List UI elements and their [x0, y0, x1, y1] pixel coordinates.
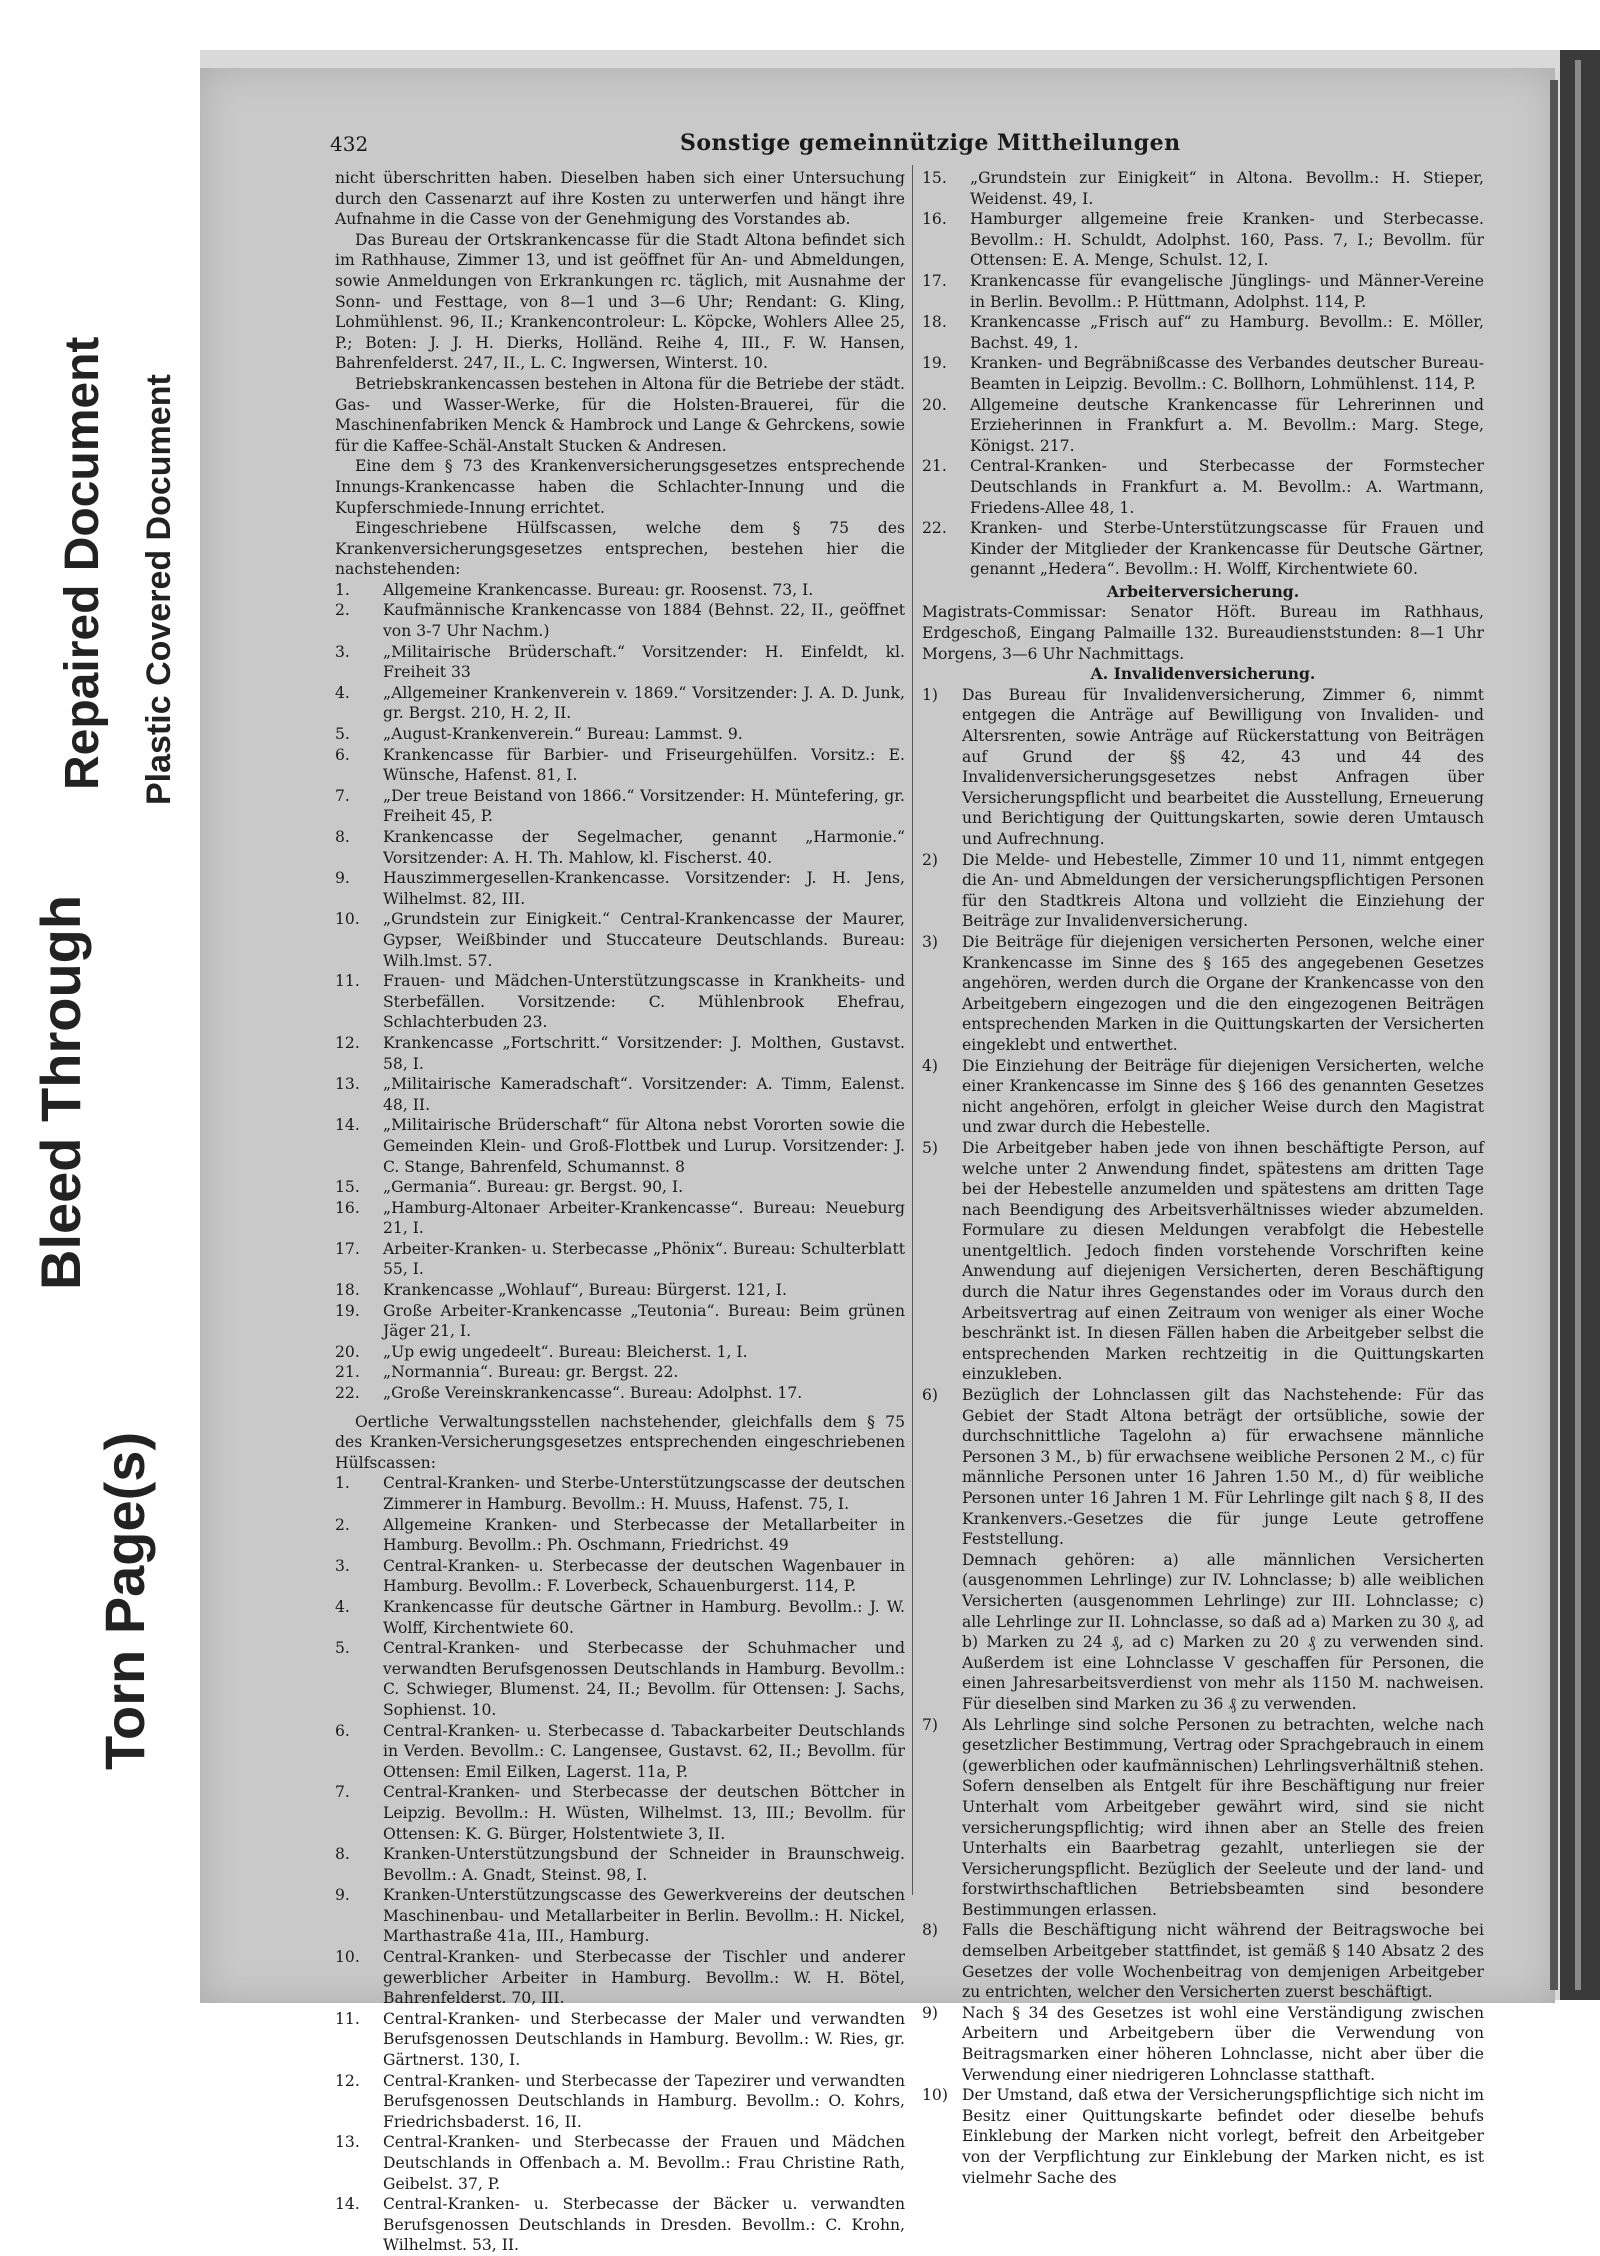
list-item-text: Krankencasse für deutsche Gärtner in Hamburg. Bevollm.: J. W. Wolff, Kirchentwiete 60. [383, 1597, 905, 1637]
list-item-text: Allgemeine deutsche Krankencasse für Lehrerinnen und Erzieherinnen in Frankfurt a. M. Bevollm.: Marg. Stege, Königst. 217. [970, 395, 1484, 455]
page-number: 432 [330, 132, 369, 156]
list-item [922, 209, 1484, 271]
paragraph: Magistrats-Commissar: Senator Höft. Bureau im Rathhaus, Erdgeschoß, Eingang Palmaille 132. Bureaudienststunden: 8—1 Uhr Morgens, 3—6 Uhr Nachmittags. [922, 603, 1484, 663]
section-heading: A. Invalidenversicherung. [1090, 664, 1316, 684]
list-item [335, 1342, 905, 1363]
list-item-number: 8. [335, 1845, 350, 1864]
list-item-text: Große Arbeiter-Krankencasse „Teutonia“. Bureau: Beim grünen Jäger 21, I. [383, 1301, 905, 1341]
list-item-number: 19. [922, 354, 947, 373]
list-item-number: 21. [335, 1363, 360, 1382]
list-item [922, 168, 1484, 209]
list-item [335, 1033, 905, 1074]
list-verwaltungsstellen-cont [922, 168, 1484, 580]
list-item-text: „Up ewig ungedeelt“. Bureau: Bleicherst. 1, I. [383, 1342, 748, 1361]
list-item [922, 1138, 1484, 1385]
list-item-text: Allgemeine Kranken- und Sterbecasse der Metallarbeiter in Hamburg. Bevollm.: Ph. Oschmann, Friedrichst. 49 [383, 1515, 905, 1555]
list-item [335, 1280, 905, 1301]
paragraph: Eingeschriebene Hülfscassen, welche dem § 75 des Krankenversicherungsgesetzes entsprechen, bestehen hier die nachstehenden: [335, 519, 905, 579]
list-item-number: 5. [335, 725, 350, 744]
list-item [335, 1074, 905, 1115]
list-item-text: Als Lehrlinge sind solche Personen zu betrachten, welche nach gesetzlicher Bestimmung, Vertrag oder Sprachgebrauch in einem (gewerblichen oder kaufmännischen) Lehrlingsverhältniß stehen. Sofern denselben als Entgelt für ihre Beschäftigung nur freier Unterhalt vom Arbeitgeber gewährt wird, sind sie nicht versicherungspflichtig; wird ihnen aber an Stelle des freien Unterhalts ein Baarbetrag gezahlt, unterliegen sie der Versicherungspflicht. Bezüglich der Seeleute und der land- und forstwirthschaftlichen Betriebsbeamten sind besondere Bestimmungen erlassen. [962, 1715, 1484, 1919]
list-item-text: Central-Kranken- und Sterbe-Unterstützungscasse der deutschen Zimmerer in Hamburg. Bevollm.: H. Muuss, Hafenst. 75, I. [383, 1474, 905, 1513]
list-item-number: 11. [335, 972, 360, 991]
list-item-text: Die Einziehung der Beiträge für diejenigen Versicherten, welche einer Krankencasse im Sinne des § 166 des genannten Gesetzes nicht angehören, erfolgt in gleicher Weise durch den Magistrat und zwar durch die Hebestelle. [962, 1056, 1484, 1137]
list-item-number: 2) [922, 850, 939, 869]
list-item-number: 20. [335, 1342, 360, 1361]
list-item-text: Kaufmännische Krankencasse von 1884 (Behnst. 22, II., geöffnet von 3-7 Uhr Nachm.) [383, 601, 905, 641]
paragraph: Oertliche Verwaltungsstellen nachstehender, gleichfalls dem § 75 des Kranken-Versicherungsgesetzes entsprechenden eingeschriebenen Hülfscassen: [335, 1412, 905, 1472]
list-item-number: 1. [335, 580, 350, 599]
list-item [922, 395, 1484, 457]
list-item-number: 17. [335, 1239, 360, 1258]
list-item [335, 909, 905, 971]
list-item-number: 7. [335, 1783, 350, 1802]
list-item [335, 1383, 905, 1404]
list-item-text: Der Umstand, daß etwa der Versicherungspflichtige sich nicht im Besitz einer Quittungskarte befindet oder dieselbe behufs Einklebung der Marken nicht vorlegt, befreit den Arbeitgeber von der Verpflichtung zur Einklebung der Marken nicht, es ist vielmehr Sache des [962, 2086, 1484, 2187]
list-item-number: 7. [335, 786, 350, 805]
list-item [335, 786, 905, 827]
list-item-number: 5. [335, 1639, 350, 1658]
list-item-text: Central-Kranken- u. Sterbecasse der deutschen Wagenbauer in Hamburg. Bevollm.: F. Loverbeck, Schauenburgerst. 114, P. [383, 1556, 905, 1596]
section-heading: Arbeiterversicherung. [1106, 581, 1300, 601]
list-item [335, 1721, 905, 1783]
label-repaired-document: Repaired Document [56, 336, 109, 790]
list-item-number: 21. [922, 457, 947, 476]
list-item [335, 1844, 905, 1885]
column-divider [912, 165, 913, 1895]
list-item [335, 1515, 905, 1556]
list-item [335, 868, 905, 909]
list-item-text: Die Arbeitgeber haben jede von ihnen beschäftigte Person, auf welche unter 2 Anwendung findet, spätestens am dritten Tage bei der Hebestelle anzumelden und spätestens am dritten Tage nach Beendigung des Arbeitsverhältnisses wieder abzumelden. Formulare zu diesen Meldungen verabfolgt die Hebestelle unentgeltlich. Jedoch finden vorstehende Vorschriften keine Anwendung auf diejenigen Versicherten, deren Beschäftigung durch die Natur ihres Gegenstandes oder im Voraus durch den Arbeitsvertrag auf einen Zeitraum von weniger als einer Woche beschränkt ist. In diesen Fällen haben die Arbeitgeber selbst die entsprechenden Marken rechtzeitig in die Quittungskarten einzukleben. [962, 1138, 1484, 1384]
list-item-text: Central-Kranken- und Sterbecasse der Maler und verwandten Berufsgenossen Deutschlands in Hamburg. Bevollm.: W. Ries, gr. Gärtnerst. 130, I. [383, 2009, 905, 2070]
list-item [335, 1782, 905, 1844]
list-item-number: 3. [335, 1556, 350, 1575]
list-item-number: 2. [335, 601, 350, 620]
list-item-number: 4. [335, 683, 350, 702]
list-item-number: 1) [922, 685, 939, 704]
list-item-number: 1. [335, 1474, 350, 1493]
list-item-number: 12. [335, 2071, 360, 2090]
list-item [922, 312, 1484, 353]
list-item-text: Krankencasse „Wohlauf“, Bureau: Bürgerst. 121, I. [383, 1281, 787, 1300]
list-item-text: Central-Kranken- und Sterbecasse der Schuhmacher und verwandten Berufsgenossen Deutschlands in Hamburg. Bevollm.: C. Schwieger, Blumenst. 24, II.; Bevollm. für Ottensen: J. Sachs, Sophienst. 10. [383, 1639, 905, 1719]
list-item [335, 642, 905, 683]
list-item [335, 1556, 905, 1597]
list-item-text: „Germania“. Bureau: gr. Bergst. 90, I. [383, 1178, 684, 1197]
paragraph: nicht überschritten haben. Dieselben haben sich einer Untersuchung durch den Cassenarzt auf ihre Kosten zu unterwerfen und hängt ihre Aufnahme in die Casse von der Genehmigung des Vorstandes ab. [335, 169, 905, 229]
list-item-number: 10. [335, 1948, 360, 1967]
list-item-number: 9. [335, 869, 350, 888]
list-item-text: Central-Kranken- und Sterbecasse der Tapezirer und verwandten Berufsgenossen Deutschlands in Hamburg. Bevollm.: O. Kohrs, Friedrichsbaderst. 16, II. [383, 2071, 905, 2131]
list-item [335, 2009, 905, 2071]
list-item-number: 7) [922, 1715, 939, 1734]
list-item-text: Central-Kranken- und Sterbecasse der Formstecher Deutschlands in Frankfurt a. M. Bevollm.: A. Wartmann, Friedens-Allee 48, 1. [970, 457, 1484, 517]
list-item-number: 15. [335, 1178, 360, 1197]
list-item-text: Krankencasse „Frisch auf“ zu Hamburg. Bevollm.: E. Möller, Bachst. 49, 1. [970, 313, 1484, 352]
list-item-number: 9. [335, 1886, 350, 1905]
list-item [922, 2085, 1484, 2188]
list-item [335, 2132, 905, 2194]
list-item-text: „Normannia“. Bureau: gr. Bergst. 22. [383, 1363, 679, 1382]
list-item-number: 8. [335, 828, 350, 846]
list-item-text: Arbeiter-Kranken- u. Sterbecasse „Phönix“. Bureau: Schulterblatt 55, I. [383, 1239, 905, 1279]
list-item-number: 11. [335, 2009, 360, 2028]
list-item-text: Central-Kranken- und Sterbecasse der Frauen und Mädchen Deutschlands in Offenbach a. M. Bevollm.: Frau Christine Rath, Geibelst. 37, P. [383, 2133, 905, 2193]
list-item [335, 1638, 905, 1720]
list-item [335, 1597, 905, 1638]
list-hilfscassen [335, 580, 905, 1404]
list-item-number: 5) [922, 1138, 939, 1157]
list-item-text: Kranken- und Sterbe-Unterstützungscasse für Frauen und Kinder der Mitglieder der Krankencasse für Deutsche Gärtner, genannt „Hedera“. Bevollm.: H. Wolff, Kirchentwiete 60. [970, 519, 1484, 579]
list-item [335, 1362, 905, 1383]
list-item-text: Krankencasse für evangelische Jünglings- und Männer-Vereine in Berlin. Bevollm.: P. Hüttmann, Adolphst. 114, P. [970, 271, 1484, 311]
list-item-number: 4) [922, 1056, 939, 1075]
list-item [922, 271, 1484, 312]
scan-edge-highlight [1575, 60, 1581, 1990]
list-item-number: 8) [922, 1921, 939, 1940]
list-item [922, 2003, 1484, 2085]
paragraph: Eine dem § 73 des Krankenversicherungsgesetzes entsprechende Innungs-Krankencasse haben die Schlachter-Innung und die Kupferschmiede-Innung errichtet. [335, 457, 905, 517]
list-item [922, 1715, 1484, 1921]
list-item-number: 13. [335, 2133, 360, 2152]
list-item-text: Central-Kranken- u. Sterbecasse der Bäcker u. verwandten Berufsgenossen Deutschlands in Dresden. Bevollm.: C. Krohn, Wilhelmst. 53, II. [383, 2195, 905, 2255]
list-item-number: 18. [335, 1281, 360, 1300]
list-item-number: 20. [922, 395, 947, 414]
list-item-text: Central-Kranken- und Sterbecasse der deutschen Böttcher in Leipzig. Bevollm.: H. Wüsten, Wilhelmst. 13, III.; Bevollm. für Ottensen: K. G. Bürger, Holstentwiete 3, II. [383, 1783, 905, 1843]
left-column [335, 168, 905, 2256]
list-item-number: 12. [335, 1033, 360, 1052]
list-item-number: 3) [922, 932, 939, 951]
list-item-number: 16. [335, 1198, 360, 1217]
list-item [335, 600, 905, 641]
list-item-number: 6. [335, 745, 350, 764]
list-item-number: 2. [335, 1515, 350, 1534]
list-item [922, 1920, 1484, 2002]
list-item-number: 18. [922, 313, 947, 332]
list-item-text: Die Melde- und Hebestelle, Zimmer 10 und 11, nimmt entgegen die An- und Abmeldungen der versicherungspflichtigen Personen für den Stadtkreis Altona und vollzieht die Einziehung der Beiträge zur Invalidenversicherung. [962, 850, 1484, 931]
list-item [922, 685, 1484, 850]
list-item [335, 2071, 905, 2133]
list-item [335, 1301, 905, 1342]
page-shadow [1550, 80, 1558, 1990]
list-item-text: Demnach gehören: a) alle männlichen Versicherten (ausgenommen Lehrlinge) zur IV. Lohnclasse; b) alle weiblichen Versicherten (ausgenommen Lehrlinge) zur III. Lohnclasse; c) alle Lehrlinge zur II. Lohnclasse, so daß ad a) Marken zu 30 ₰, ad b) Marken zu 24 ₰, ad c) Marken zu 20 ₰ zu verwenden sind. Außerdem ist eine Lohnclasse V geschaffen für Personen, die einen Jahresarbeitsverdienst von mehr als 1150 M. nachweisen. Für dieselben sind Marken zu 36 ₰ zu verwenden. [962, 1550, 1484, 1713]
list-item-text: „August-Krankenverein.“ Bureau: Lammst. 9. [383, 725, 743, 744]
list-item-number: 22. [922, 519, 947, 538]
list-item-number: 14. [335, 1116, 360, 1135]
list-item-text: Das Bureau für Invalidenversicherung, Zimmer 6, nimmt entgegen die Anträge auf Bewilligung von Invaliden- und Altersrenten, sowie Anträge auf Rückerstattung von Beiträgen auf Grund der §§ 42, 43 und 44 des Invalidenversicherungsgesetzes nebst Anfragen über Versicherungspflicht und bearbeitet die Ausstellung, Erneuerung und Berichtigung der Quittungskarten, sowie deren Umtausch und Aufrechnung. [962, 685, 1484, 848]
list-item [922, 456, 1484, 518]
list-item-number: 19. [335, 1301, 360, 1320]
list-item-text: „Hamburg-Altonaer Arbeiter-Krankencasse“. Bureau: Neueburg 21, I. [383, 1198, 905, 1238]
list-item-number: 9) [922, 2003, 939, 2022]
label-strip [0, 50, 200, 2000]
list-item-number: 13. [335, 1075, 360, 1094]
list-item-text: „Militairische Brüderschaft“ für Altona nebst Vororten sowie die Gemeinden Klein- und Groß-Flottbek und Lurup. Vorsitzender: J. C. Stange, Bahrenfeld, Schumannst. 8 [383, 1116, 905, 1176]
list-invalidenversicherung [922, 685, 1484, 2188]
list-item-text: „Grundstein zur Einigkeit.“ Central-Krankencasse der Maurer, Gypser, Weißbinder und Stuccateure Deutschlands. Bureau: Wilh.lmst. 57. [383, 910, 905, 970]
list-item [922, 1385, 1484, 1550]
list-item-text: Central-Kranken- und Sterbecasse der Tischler und anderer gewerblicher Arbeiter in Hamburg. Bevollm.: W. H. Bötel, Bahrenfelderst. 70, III. [383, 1948, 905, 2008]
list-item [335, 2194, 905, 2256]
paragraph: Betriebskrankencassen bestehen in Altona für die Betriebe der städt. Gas- und Wasser-Werke, für die Holsten-Brauerei, für die Maschinenfabriken Menck & Hambrock und Lange & Gehrckens, sowie für die Kaffee-Schäl-Anstalt Stucken & Andresen. [335, 374, 905, 455]
list-item [335, 1198, 905, 1239]
list-item-text: Die Beiträge für diejenigen versicherten Personen, welche einer Krankencasse im Sinne des § 165 des angegebenen Gesetzes angehören, werden durch die Organe der Krankencasse von den Arbeitgebern eingezogen und die den eingezogenen Beiträgen entsprechenden Marken in die Quittungskarten der Versicherten eingeklebt und entwerthet. [962, 932, 1484, 1054]
list-item-text: Kranken- und Begräbnißcasse des Verbandes deutscher Bureau-Beamten in Leipzig. Bevollm.: C. Bollhorn, Lohmühlenst. 114, P. [970, 354, 1484, 393]
right-column [922, 168, 1484, 2188]
list-item-text: Central-Kranken- u. Sterbecasse d. Tabackarbeiter Deutschlands in Verden. Bevollm.: C. Langensee, Gustavst. 62, II.; Bevollm. für Ottensen: Emil Eilken, Lagerst. 11a, P. [383, 1721, 905, 1781]
list-item-number: 16. [922, 210, 947, 229]
list-item-number: 4. [335, 1597, 350, 1616]
list-item-number: 22. [335, 1384, 360, 1403]
list-item-text: „Militairische Kameradschaft“. Vorsitzender: A. Timm, Ealenst. 48, II. [383, 1075, 905, 1114]
list-item [922, 518, 1484, 580]
list-item-number: 10) [922, 2086, 948, 2105]
list-item [335, 580, 905, 601]
list-item-number: 10. [335, 910, 360, 929]
list-item-number: 3. [335, 642, 350, 661]
list-item [922, 1550, 1484, 1715]
list-item-number: 14. [335, 2195, 360, 2214]
list-item [335, 1473, 905, 1514]
list-item-text: „Große Vereinskrankencasse“. Bureau: Adolphst. 17. [383, 1384, 803, 1403]
list-item-text: Krankencasse „Fortschritt.“ Vorsitzender: J. Molthen, Gustavst. 58, I. [383, 1033, 905, 1073]
list-item [335, 971, 905, 1033]
list-item-text: „Militairische Brüderschaft.“ Vorsitzender: H. Einfeldt, kl. Freiheit 33 [383, 642, 905, 682]
list-item-text: Hauszimmergesellen-Krankencasse. Vorsitzender: J. H. Jens, Wilhelmst. 82, III. [383, 869, 905, 908]
list-item-number: 15. [922, 169, 947, 187]
list-item [335, 683, 905, 724]
list-item [335, 1947, 905, 2009]
list-item [922, 932, 1484, 1056]
list-item [335, 724, 905, 745]
list-item [335, 827, 905, 868]
list-item-text: Bezüglich der Lohnclassen gilt das Nachstehende: Für das Gebiet der Stadt Altona beträgt der ortsübliche, sowie der durchschnittliche Tagelohn a) für erwachsene männliche Personen 3 M., b) für erwachsene weibliche Personen 2 M., c) für männliche Personen unter 16 Jahren 1.50 M., d) für weibliche Personen unter 16 Jahren 1 M. Für Lehrlinge gilt nach § 8, II des Krankenvers.-Gesetzes die für junge Leute getroffene Feststellung. [962, 1386, 1484, 1549]
list-item [335, 1177, 905, 1198]
list-item-text: Allgemeine Krankencasse. Bureau: gr. Roosenst. 73, I. [383, 580, 814, 599]
list-item [335, 1239, 905, 1280]
list-item [922, 353, 1484, 394]
list-item-text: Falls die Beschäftigung nicht während der Beitragswoche bei demselben Arbeitgeber stattfindet, ist gemäß § 140 Absatz 2 des Gesetzes der volle Wochenbeitrag von demjenigen Arbeitgeber zu entrichten, welcher den Versicherten zuerst beschäftigt. [962, 1921, 1484, 2002]
list-item-text: Krankencasse für Barbier- und Friseurgehülfen. Vorsitz.: E. Wünsche, Hafenst. 81, I. [383, 745, 905, 785]
list-item [335, 745, 905, 786]
list-item-number: 6) [922, 1386, 939, 1405]
list-item-number: 6. [335, 1721, 350, 1740]
list-item [922, 1056, 1484, 1138]
list-verwaltungsstellen [335, 1473, 905, 2256]
list-item [335, 1115, 905, 1177]
list-item-text: Kranken-Unterstützungsbund der Schneider in Braunschweig. Bevollm.: A. Gnadt, Steinst. 98, I. [383, 1845, 905, 1884]
paragraph: Das Bureau der Ortskrankencasse für die Stadt Altona befindet sich im Rathhause, Zimmer 13, und ist geöffnet für An- und Abmeldungen, sowie Anmeldungen von Erkrankungen rc. täglich, mit Ausnahme der Sonn- und Festtage, von 8—1 und 3—6 Uhr; Rendant: G. Kling, Lohmühlenst. 96, II.; Krankencontroleur: L. Köpcke, Wohlers Allee 25, P.; Boten: J. J. H. Dierks, Holländ. Reihe 4, III., F. W. Hansen, Bahrenfelderst. 247, II., L. C. Ingwersen, Winterst. 10. [335, 230, 905, 373]
label-bleed-through: Bleed Through [29, 894, 92, 1290]
page-title: Sonstige gemeinnützige Mittheilungen [680, 130, 1181, 156]
list-item-text: „Grundstein zur Einigkeit“ in Altona. Bevollm.: H. Stieper, Weidenst. 49, I. [970, 169, 1484, 208]
list-item-text: „Der treue Beistand von 1866.“ Vorsitzender: H. Müntefering, gr. Freiheit 45, P. [383, 786, 905, 826]
list-item-text: „Allgemeiner Krankenverein v. 1869.“ Vorsitzender: J. A. D. Junk, gr. Bergst. 210, H. 2, II. [383, 683, 905, 723]
list-item-text: Kranken-Unterstützungscasse des Gewerkvereins der deutschen Maschinenbau- und Metallarbeiter in Berlin. Bevollm.: H. Nickel, Marthastraße 41a, III., Hamburg. [383, 1886, 905, 1946]
label-torn-pages: Torn Page(s) [93, 1431, 156, 1770]
list-item-text: Frauen- und Mädchen-Unterstützungscasse in Krankheits- und Sterbefällen. Vorsitzende: C. Mühlenbrook Ehefrau, Schlachterbuden 23. [383, 972, 905, 1032]
list-item [335, 1885, 905, 1947]
list-item [922, 850, 1484, 932]
list-item-text: Nach § 34 des Gesetzes ist wohl eine Verständigung zwischen Arbeitern und Arbeitgebern über die Verwendung von Beitragsmarken einer höheren Lohnclasse, nicht aber über die Verwendung einer niedrigeren Lohnclasse statthaft. [962, 2003, 1484, 2084]
list-item-number: 17. [922, 271, 947, 290]
list-item-text: Krankencasse der Segelmacher, genannt „Harmonie.“ Vorsitzender: A. H. Th. Mahlow, kl. Fischerst. 40. [383, 828, 905, 867]
label-plastic-covered: Plastic Covered Document [140, 374, 178, 805]
list-item-text: Hamburger allgemeine freie Kranken- und Sterbecasse. Bevollm.: H. Schuldt, Adolphst. 160, Pass. 7, I.; Bevollm. für Ottensen: E. A. Menge, Schulst. 12, I. [970, 210, 1484, 270]
